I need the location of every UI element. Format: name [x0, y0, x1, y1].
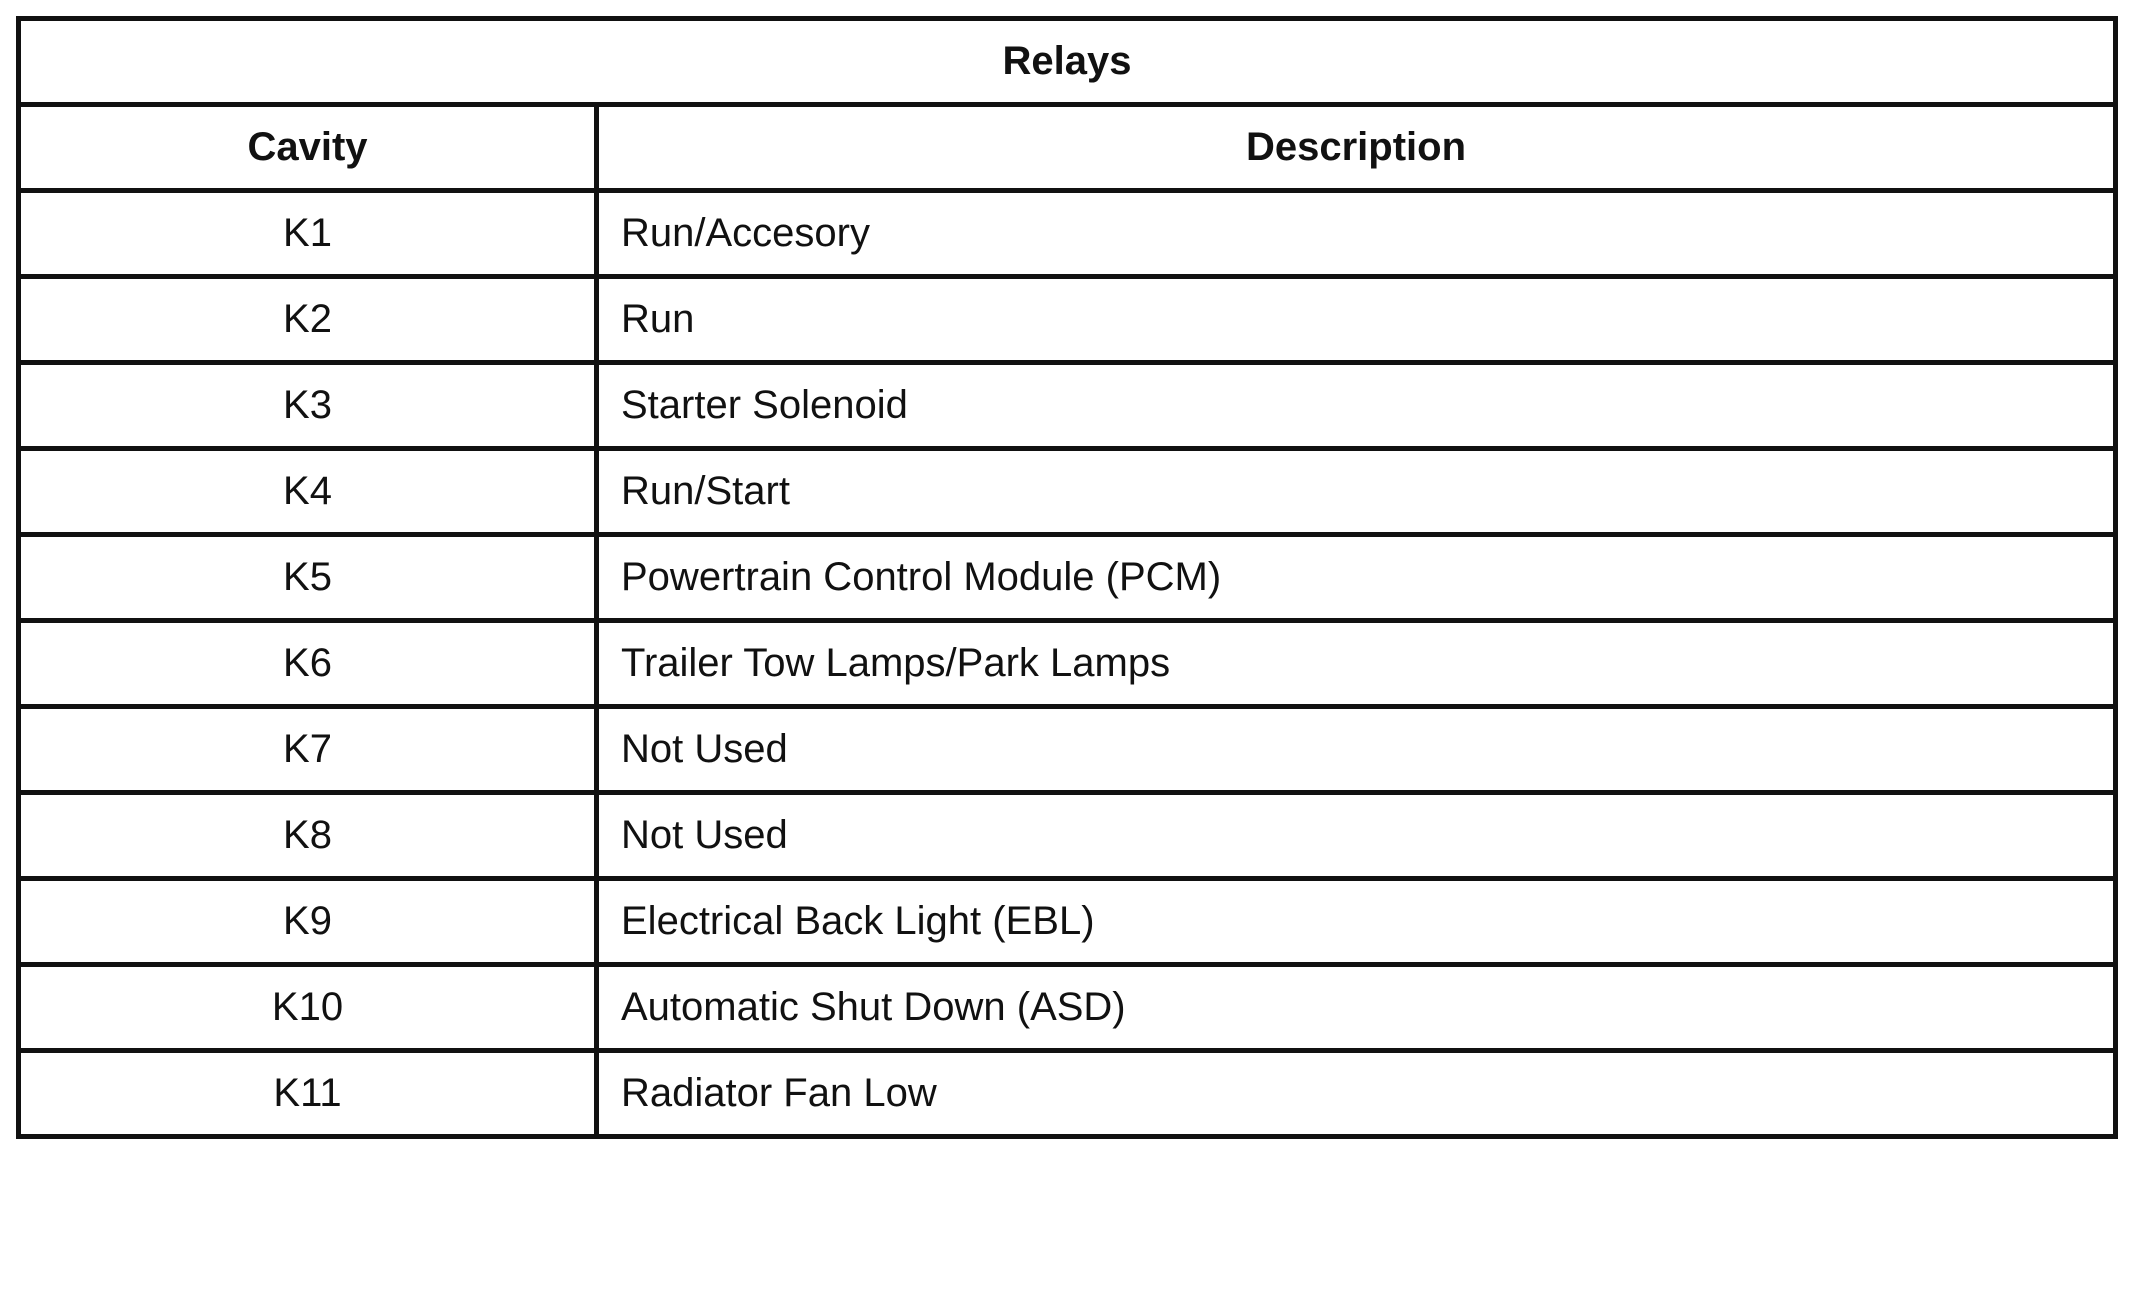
cavity-cell: K7 [19, 707, 597, 793]
table-row [19, 363, 2116, 449]
cavity-cell: K3 [19, 363, 597, 449]
table-title-row [19, 19, 2116, 105]
table-row [19, 707, 2116, 793]
table-row [19, 879, 2116, 965]
description-cell: Radiator Fan Low [597, 1051, 2116, 1137]
cavity-cell: K9 [19, 879, 597, 965]
table-row [19, 621, 2116, 707]
relays-table [16, 16, 2118, 1139]
table-title: Relays [19, 19, 2116, 105]
description-cell: Starter Solenoid [597, 363, 2116, 449]
description-cell: Not Used [597, 793, 2116, 879]
description-cell: Automatic Shut Down (ASD) [597, 965, 2116, 1051]
cavity-cell: K10 [19, 965, 597, 1051]
description-cell: Not Used [597, 707, 2116, 793]
table-row [19, 535, 2116, 621]
cavity-cell: K5 [19, 535, 597, 621]
cavity-cell: K4 [19, 449, 597, 535]
cavity-cell: K11 [19, 1051, 597, 1137]
description-cell: Powertrain Control Module (PCM) [597, 535, 2116, 621]
cavity-cell: K1 [19, 191, 597, 277]
table-row [19, 191, 2116, 277]
cavity-cell: K6 [19, 621, 597, 707]
description-cell: Run/Accesory [597, 191, 2116, 277]
table-row [19, 449, 2116, 535]
table-row [19, 277, 2116, 363]
table-row [19, 965, 2116, 1051]
column-header-cavity: Cavity [19, 105, 597, 191]
description-cell: Run [597, 277, 2116, 363]
description-cell: Trailer Tow Lamps/Park Lamps [597, 621, 2116, 707]
table-row [19, 793, 2116, 879]
cavity-cell: K2 [19, 277, 597, 363]
table-row [19, 1051, 2116, 1137]
description-cell: Run/Start [597, 449, 2116, 535]
description-cell: Electrical Back Light (EBL) [597, 879, 2116, 965]
table-header-row [19, 105, 2116, 191]
column-header-description: Description [597, 105, 2116, 191]
cavity-cell: K8 [19, 793, 597, 879]
